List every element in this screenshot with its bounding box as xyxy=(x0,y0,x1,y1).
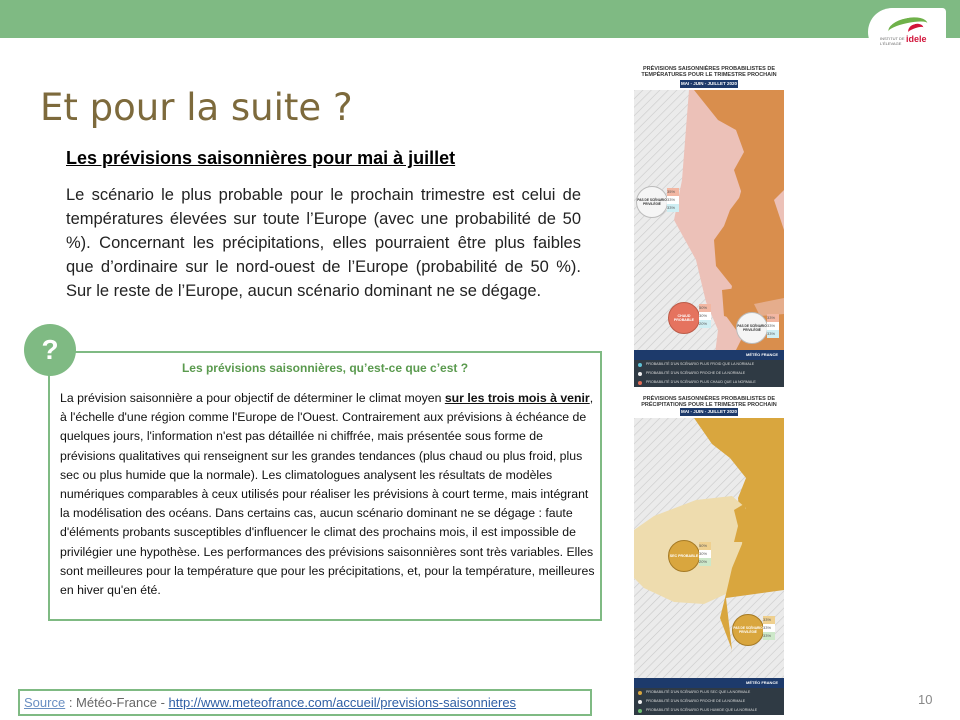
temperature-callout-center-cold: 20% xyxy=(699,320,711,328)
temperature-callout-west-label: PAS DE SCÉNARIO PRIVILÉGIÉ xyxy=(636,186,668,218)
precipitation-legend-dry-text: PROBABILITÉ D'UN SCÉNARIO PLUS SEC QUE LA NORMALE xyxy=(646,690,751,694)
page-number: 10 xyxy=(918,692,933,707)
temperature-callout-east-warm: 33% xyxy=(767,314,779,322)
source-box xyxy=(18,689,592,716)
temperature-callout-east-cold: 33% xyxy=(767,330,779,338)
temperature-legend-cold xyxy=(634,360,784,369)
temperature-callout-east-label: PAS DE SCÉNARIO PRIVILÉGIÉ xyxy=(736,312,768,344)
slide-title: Et pour la suite ? xyxy=(40,86,353,129)
logo-tagline: INSTITUT DE L'ÉLEVAGE xyxy=(880,36,905,46)
temperature-map-title: PRÉVISIONS SAISONNIÈRES PROBABILISTES DE TEMPÉRATURES POUR LE TRIMESTRE PROCHAIN xyxy=(641,66,777,78)
logo-brand: idele xyxy=(906,34,927,44)
definition-box-text xyxy=(60,389,596,600)
definition-text-start: La prévision saisonnière a pour objectif de déterminer le climat moyen xyxy=(60,391,445,405)
temperature-legend-warm-text: PROBABILITÉ D'UN SCÉNARIO PLUS CHAUD QUE LA NORMALE xyxy=(646,380,756,384)
temperature-callout-center xyxy=(668,302,718,334)
legend-dot-icon xyxy=(638,691,642,695)
source-label-link[interactable]: Source xyxy=(24,695,66,710)
legend-dot-icon xyxy=(638,363,642,367)
source-url-link[interactable]: http://www.meteofrance.com/accueil/previsions-saisonnieres xyxy=(168,695,517,710)
temperature-callout-center-label: CHAUD PROBABLE xyxy=(668,302,700,334)
precipitation-map-title: PRÉVISIONS SAISONNIÈRES PROBABILISTES DE PRÉCIPITATIONS POUR LE TRIMESTRE PROCHAIN xyxy=(641,396,777,408)
precipitation-map-period: MAI - JUIN - JUILLET 2020 xyxy=(680,409,737,414)
temperature-legend-warm xyxy=(634,378,784,387)
temperature-callout-west-normal: 33% xyxy=(667,197,676,202)
precipitation-callout-east-normal: 33% xyxy=(763,625,772,630)
temperature-map xyxy=(634,66,784,392)
temperature-callout-east xyxy=(736,312,784,344)
question-mark-icon: ? xyxy=(24,324,76,376)
legend-dot-icon xyxy=(638,709,642,713)
precipitation-legend-normal xyxy=(634,697,784,706)
legend-dot-icon xyxy=(638,381,642,385)
temperature-legend-normal-text: PROBABILITÉ D'UN SCÉNARIO PROCHE DE LA NORMALE xyxy=(646,371,746,375)
top-banner xyxy=(0,0,960,38)
temperature-map-legend xyxy=(634,360,784,387)
precipitation-callout-west xyxy=(668,540,718,572)
precipitation-callout-west-wet: 20% xyxy=(699,558,711,566)
precipitation-callout-east-wet: 33% xyxy=(763,632,775,640)
temperature-callout-west-cold: 33% xyxy=(667,204,679,212)
slide-subtitle: Les prévisions saisonnières pour mai à juillet xyxy=(66,148,456,168)
precipitation-callout-east-label: PAS DE SCÉNARIO PRIVILÉGIÉ xyxy=(732,614,764,646)
temperature-callout-center-warm: 50% xyxy=(699,304,711,312)
precipitation-legend-dry xyxy=(634,688,784,697)
temperature-legend-cold-text: PROBABILITÉ D'UN SCÉNARIO PLUS FROID QUE LA NORMALE xyxy=(646,362,755,366)
temperature-legend-normal xyxy=(634,369,784,378)
precipitation-legend-normal-text: PROBABILITÉ D'UN SCÉNARIO PROCHE DE LA NORMALE xyxy=(646,699,746,703)
source-text: : Météo-France - xyxy=(65,695,169,710)
precipitation-callout-west-dry: 50% xyxy=(699,542,711,550)
definition-box-title: Les prévisions saisonnières, qu’est-ce que c’est ? xyxy=(181,361,469,375)
definition-text-end: , à l'échelle d'une région comme l'Europe de l'Ouest. Contrairement aux prévisions à échéance de quelques jours, l'information n'est pas détaillée ni chiffrée, mais présentée sous forme de prévisions qualitatives qui renseignent sur les grandes tendances (plus chaud ou plus froid, plus sec ou plus humide que la normale). Les climatologues analysent les résultats de modèles numériques comparables à ceux utilisés pour réaliser les prévisions à court terme, mais intégrant la modélisation des océans. Dans certains cas, aucun scénario dominant ne se dégage : faute d'éléments probants susceptibles d'influencer le climat des prochains mois, il est impossible de privilégier une hypothèse. Les performances des prévisions saisonnières sont très variables. Elles sont meilleures pour la température que pour les précipitations, et, pour la température, meilleures en hiver qu'en été. xyxy=(60,391,595,598)
definition-box xyxy=(48,351,602,621)
precipitation-callout-west-label: SEC PROBABLE xyxy=(668,540,700,572)
precipitation-callout-west-normal: 30% xyxy=(699,551,708,556)
slide-paragraph: Le scénario le plus probable pour le prochain trimestre est celui de températures élevées sur toute l’Europe (avec une probabilité de 50 %). Concernant les précipitations, elles pourraient être plus faibles que d’ordinaire sur le nord-ouest de l’Europe (probabilité de 50 %). Sur le reste de l’Europe, aucun scénario dominant ne se dégage. xyxy=(66,186,581,300)
temperature-map-credit: MÉTÉO FRANCE xyxy=(634,350,784,360)
legend-dot-icon xyxy=(638,700,642,704)
temperature-callout-west-warm: 35% xyxy=(667,188,679,196)
definition-text-emphasis: sur les trois mois à venir xyxy=(444,391,590,405)
temperature-callout-center-normal: 30% xyxy=(699,313,708,318)
precipitation-legend-wet-text: PROBABILITÉ D'UN SCÉNARIO PLUS HUMIDE QUE LA NORMALE xyxy=(646,708,758,712)
precipitation-map-credit: MÉTÉO FRANCE xyxy=(634,678,784,688)
precipitation-map-legend xyxy=(634,688,784,715)
legend-dot-icon xyxy=(638,372,642,376)
precipitation-map xyxy=(634,396,784,718)
temperature-callout-east-normal: 33% xyxy=(767,323,776,328)
temperature-map-period: MAI - JUIN - JUILLET 2020 xyxy=(680,81,737,86)
precipitation-callout-east-dry: 33% xyxy=(763,616,775,624)
precipitation-legend-wet xyxy=(634,706,784,715)
idele-logo xyxy=(868,8,946,56)
temperature-callout-west xyxy=(636,186,686,218)
precipitation-callout-east xyxy=(732,614,780,646)
